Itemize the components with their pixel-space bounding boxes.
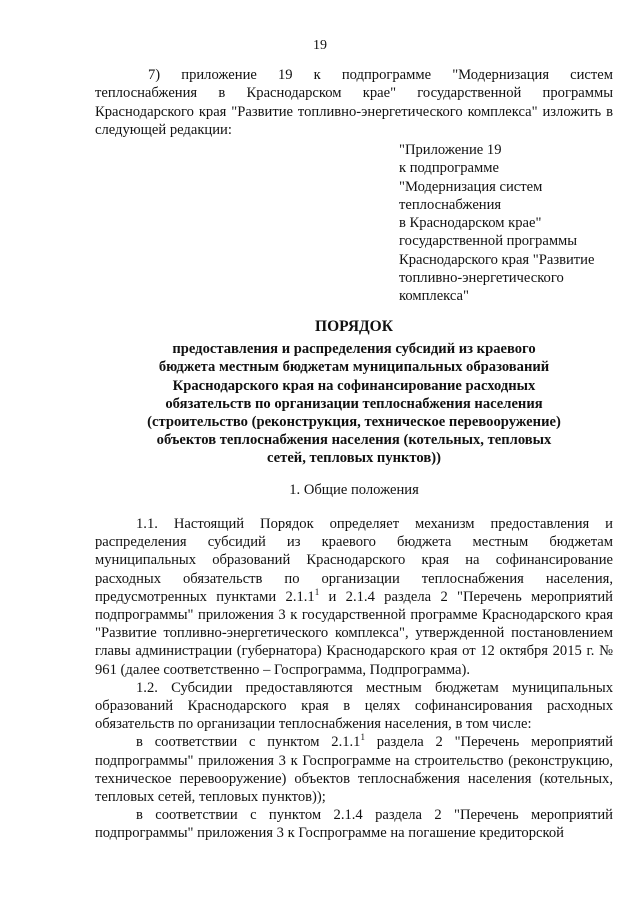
appendix-line: к подпрограмме	[399, 160, 499, 177]
appendix-line: теплоснабжения	[399, 196, 502, 213]
section-title: 1. Общие положения	[289, 482, 419, 498]
heading-line: сетей, тепловых пунктов))	[267, 450, 441, 467]
heading-line: обязательств по организации теплоснабжения населения	[165, 395, 543, 412]
footnote-superscript: 1	[314, 586, 320, 597]
paragraph-text: и 2.1.4 раздела 2 "Перечень мероприятий подпрограммы" приложения 3 к государственной программе Краснодарского края "Развитие топливно-энергетического комплекса", утвержденной постановлением главы администрации (губернатора) Краснодарского края от 12 октября 2015 г. № 961 (далее соответственно – Госпрограмма, Подпрограмма).	[95, 588, 613, 678]
appendix-line: в Краснодарском крае"	[399, 215, 542, 232]
paragraph-text: раздела 2 "Перечень мероприятий подпрограммы" приложения 3 к Госпрограмме на строительство (реконструкцию, техническое перевооружение) объектов теплоснабжения населения (котельных, тепловых сетей, тепловых пунктов));	[95, 734, 613, 806]
footnote-superscript: 1	[360, 732, 365, 743]
document-title: ПОРЯДОК	[315, 318, 393, 335]
paragraph-text: 1.1. Настоящий Порядок определяет механизм предоставления и распределения субсидий из краевого бюджета местным бюджетам муниципальных образований Краснодарского края на софинансирование расходных обязательств по организации теплоснабжения населения, предусмотренных пунктами 2.1.1	[95, 516, 613, 605]
intro-section	[95, 66, 613, 140]
heading-line: объектов теплоснабжения населения (котельных, тепловых	[156, 432, 552, 449]
appendix-line: "Приложение 19	[399, 142, 502, 158]
heading-line: (строительство (реконструкция, техническое перевооружение)	[147, 414, 561, 431]
paragraph-text: в соответствии с пунктом 2.1.1	[136, 734, 361, 751]
heading-line: бюджета местным бюджетам муниципальных образований	[158, 359, 550, 376]
heading-line: Краснодарского края на софинансирование расходных	[172, 377, 536, 394]
heading-line: предоставления и распределения субсидий из краевого	[172, 341, 536, 358]
appendix-line: Краснодарского края "Развитие	[399, 251, 595, 268]
paragraph-item-1	[95, 733, 613, 806]
paragraph-item-2: в соответствии с пунктом 2.1.4 раздела 2 "Перечень мероприятий подпрограммы" приложения 3 к Госпрограмме на погашение кредиторской	[95, 807, 613, 842]
intro-paragraph: 7) приложение 19 к подпрограмме "Модернизация систем теплоснабжения в Краснодарском крае" государственной программы Краснодарского края "Развитие топливно-энергетического комплекса" изложить в следующей редакции:	[95, 67, 613, 139]
body-text	[95, 515, 613, 843]
page-number: 19	[313, 38, 327, 53]
appendix-line: государственной программы	[399, 233, 578, 250]
paragraph-1-1	[95, 515, 613, 679]
appendix-line: топливно-энергетического	[399, 270, 564, 287]
appendix-line: "Модернизация систем	[399, 178, 543, 195]
appendix-line: комплекса"	[399, 288, 469, 305]
document-heading	[95, 318, 613, 468]
appendix-header	[399, 141, 619, 306]
paragraph-1-2: 1.2. Субсидии предоставляются местным бюджетам муниципальных образований Краснодарского края в целях софинансирования расходных обязательств по организации теплоснабжения населения, в том числе:	[95, 679, 613, 733]
